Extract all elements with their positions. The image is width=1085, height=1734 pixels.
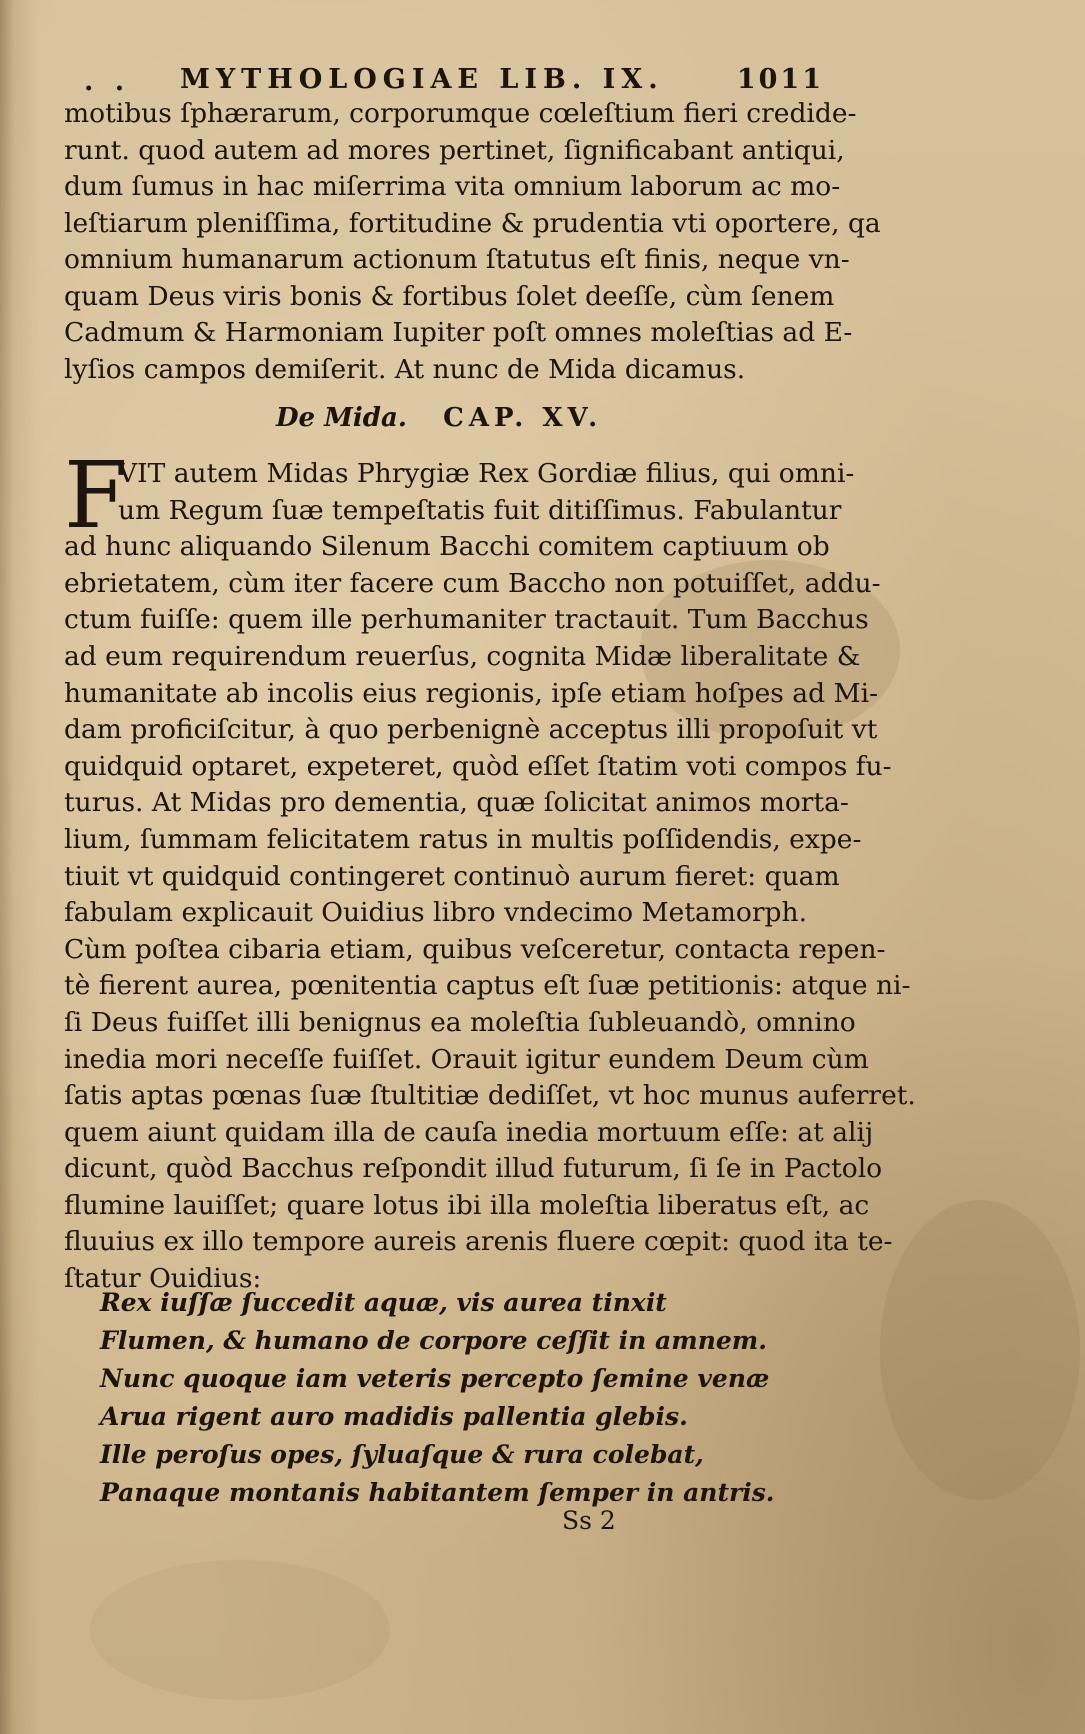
running-head-marks: . . bbox=[84, 66, 131, 97]
chapter-number: CAP. XV. bbox=[443, 403, 603, 433]
text-line: ſi Deus fuiſſet illi benignus ea moleſtia ſubleuandò, omnino bbox=[64, 1006, 856, 1038]
text-line: ſtatur Ouidius: bbox=[64, 1263, 262, 1295]
text-line: ctum fuiſſe: quem ille perhumaniter tractauit. Tum Bacchus bbox=[64, 604, 869, 636]
text-line: fabulam explicauit Ouidius libro vndecimo Metamorph. bbox=[64, 897, 807, 929]
main-paragraph bbox=[64, 442, 916, 1298]
verse-line: Flumen, & humano de corpore ceſſit in amnem. bbox=[100, 1326, 767, 1355]
page-number: 1011 bbox=[736, 64, 824, 95]
verse-line: Panaque montanis habitantem ſemper in antris. bbox=[100, 1478, 775, 1507]
text-line: VIT autem Midas Phrygiæ Rex Gordiæ filius, qui omni- bbox=[118, 458, 855, 489]
text-line: ad hunc aliquando Silenum Bacchi comitem captiuum ob bbox=[64, 531, 830, 563]
drop-cap: F bbox=[64, 442, 128, 549]
text-line: quidquid optaret, expeteret, quòd eſſet ſtatim voti compos fu- bbox=[64, 750, 892, 782]
text-line: flumine lauiſſet; quare lotus ibi illa moleſtia liberatus eſt, ac bbox=[64, 1189, 870, 1221]
text-line: ad eum requirendum reuerſus, cognita Midæ liberalitate & bbox=[64, 640, 861, 672]
text-line: humanitate ab incolis eius regionis, ipſe etiam hoſpes ad Mi- bbox=[64, 677, 879, 709]
running-head-title: MYTHOLOGIAE LIB. IX. bbox=[180, 64, 664, 95]
verse-line: Arua rigent auro madidis pallentia glebis. bbox=[100, 1402, 688, 1431]
text-line: omnium humanarum actionum ſtatutus eſt finis, neque vn- bbox=[64, 244, 850, 275]
text-line: dicunt, quòd Bacchus reſpondit illud futurum, ſi ſe in Pactolo bbox=[64, 1153, 883, 1185]
paper-stain bbox=[90, 1560, 390, 1700]
text-line: tiuit vt quidquid contingeret continuò aurum fieret: quam bbox=[64, 860, 840, 892]
text-line: Cùm poſtea cibaria etiam, quibus veſceretur, contacta repen- bbox=[64, 933, 886, 965]
text-line: ſatis aptas pœnas ſuæ ſtultitiæ dediſſet, vt hoc munus auferret. bbox=[64, 1080, 916, 1112]
chapter-heading bbox=[276, 403, 602, 433]
verse-line: Rex iuſſæ ſuccedit aquæ, vis aurea tinxit bbox=[100, 1288, 667, 1317]
verse-line: Ille peroſus opes, ſyluaſque & rura colebat, bbox=[100, 1440, 704, 1469]
text-line: inedia mori neceſſe fuiſſet. Orauit igitur eundem Deum cùm bbox=[64, 1043, 869, 1075]
paper-stain bbox=[880, 1200, 1080, 1500]
verse-line: Nunc quoque iam veteris percepto ſemine venæ bbox=[100, 1364, 770, 1393]
text-line: leſtiarum pleniſſima, fortitudine & prudentia vti oportere, qa bbox=[64, 207, 881, 239]
text-line: lyſios campos demiſerit. At nunc de Mida dicamus. bbox=[64, 353, 746, 385]
text-line: tè fierent aurea, pœnitentia captus eſt ſuæ petitionis: atque ni- bbox=[64, 970, 911, 1002]
text-line: quem aiunt quidam illa de cauſa inedia mortuum eſſe: at alij bbox=[64, 1116, 874, 1148]
text-line: lium, ſummam felicitatem ratus in multis poſſidendis, expe- bbox=[64, 823, 862, 855]
text-line: quam Deus viris bonis & fortibus ſolet deeſſe, cùm ſenem bbox=[64, 280, 835, 312]
text-line: ebrietatem, cùm iter facere cum Baccho non potuiſſet, addu- bbox=[64, 567, 881, 599]
chapter-name: De Mida. bbox=[276, 403, 407, 433]
verse-quotation bbox=[100, 1284, 820, 1512]
text-line: Cadmum & Harmoniam Iupiter poſt omnes moleſtias ad E- bbox=[64, 317, 853, 348]
text-line: runt. quod autem ad mores pertinet, ſignificabant antiqui, bbox=[64, 134, 845, 166]
text-line: turus. At Midas pro dementia, quæ ſolicitat animos morta- bbox=[64, 787, 849, 819]
top-paragraph bbox=[64, 96, 881, 388]
text-line: dum ſumus in hac miſerrima vita omnium laborum ac mo- bbox=[64, 171, 841, 202]
text-line: fluuius ex illo tempore aureis arenis fluere cœpit: quod ita te- bbox=[64, 1226, 893, 1258]
signature-mark: Ss 2 bbox=[562, 1506, 616, 1535]
text-line: um Regum ſuæ tempeſtatis fuit ditiſſimus. Fabulantur bbox=[118, 494, 842, 526]
text-line: motibus ſphærarum, corporumque cœleſtium fieri credide- bbox=[64, 98, 857, 129]
text-line: dam proficiſcitur, à quo perbenignè acceptus illi propoſuit vt bbox=[64, 714, 878, 746]
